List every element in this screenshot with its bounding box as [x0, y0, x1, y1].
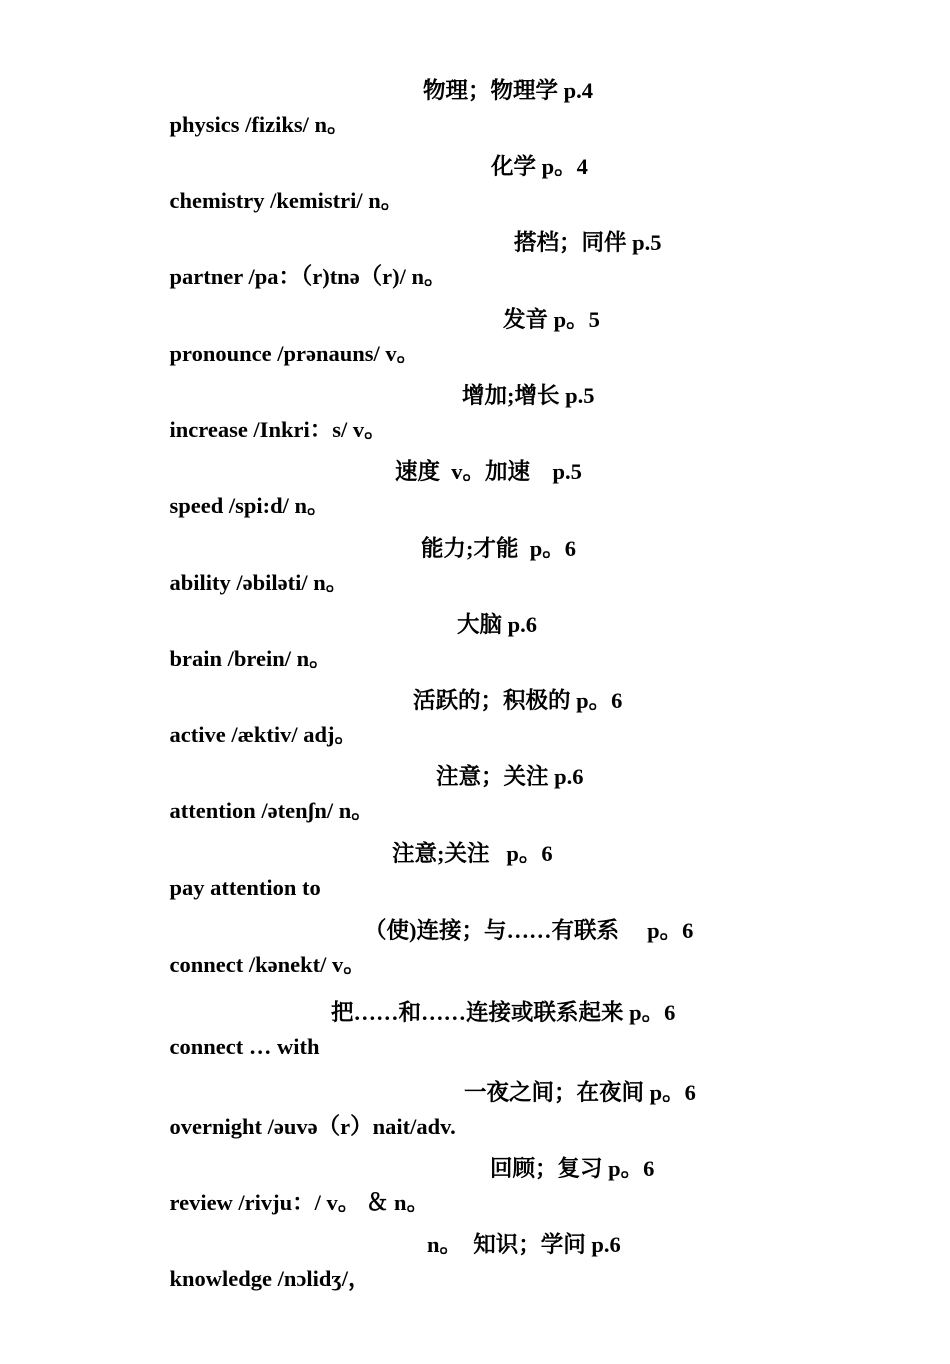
vocab-meaning: 回顾；复习 p。6 — [490, 1156, 655, 1181]
vocab-term: brain /brein/ n。 — [169, 646, 332, 671]
vocab-entry-connect — [147, 914, 694, 977]
vocab-term: review /rivju：/ v。 ＆ n。 — [169, 1190, 430, 1215]
vocab-meaning: 发音 p。5 — [503, 307, 600, 332]
vocab-entry-knowledge — [147, 1228, 621, 1291]
vocab-entry-physics — [147, 74, 594, 137]
vocab-entry-pay-attention-to — [147, 837, 553, 900]
vocab-term: active /æktiv/ adj。 — [169, 722, 357, 747]
vocab-entry-chemistry — [147, 150, 588, 213]
vocab-term: pronounce /prənauns/ v。 — [169, 341, 420, 366]
vocab-entry-pronounce — [147, 303, 600, 366]
vocab-term: overnight /əuvə（r）nait/adv. — [169, 1114, 456, 1139]
vocab-entry-review — [147, 1152, 655, 1215]
vocab-meaning: （使)连接；与……有联系 p。6 — [364, 918, 694, 943]
vocab-entry-increase — [147, 379, 595, 442]
vocab-term: knowledge /nɔlidʒ/， — [169, 1266, 371, 1291]
vocab-term: speed /spi:d/ n。 — [169, 493, 330, 518]
vocab-entry-speed — [147, 455, 582, 518]
vocab-meaning: 化学 p。4 — [491, 154, 588, 179]
vocab-term: chemistry /kemistri/ n。 — [169, 188, 404, 213]
vocab-meaning: 能力;才能 p。6 — [421, 536, 577, 561]
vocab-meaning: 大脑 p.6 — [457, 612, 538, 637]
vocab-meaning: 速度 v。加速 p.5 — [395, 459, 582, 484]
vocab-term: connect … with — [169, 1034, 320, 1059]
vocab-term: ability /əbiləti/ n。 — [169, 570, 349, 595]
vocab-meaning: 注意;关注 p。6 — [392, 841, 553, 866]
vocab-term: increase /Inkri：s/ v。 — [169, 417, 387, 442]
vocab-meaning: 把……和……连接或联系起来 p。6 — [331, 1000, 676, 1025]
vocab-term: partner /pa：（r)tnə（r)/ n。 — [169, 264, 447, 289]
vocab-entry-partner — [147, 226, 662, 289]
vocab-meaning: 物理；物理学 p.4 — [423, 78, 594, 103]
vocab-entry-active — [147, 684, 623, 747]
vocab-term: physics /fiziks/ n。 — [169, 112, 350, 137]
vocab-term: pay attention to — [169, 875, 321, 900]
vocab-meaning: 搭档；同伴 p.5 — [514, 230, 662, 255]
vocab-entry-attention — [147, 760, 584, 823]
vocab-meaning: 注意；关注 p.6 — [436, 764, 584, 789]
vocab-meaning: 一夜之间；在夜间 p。6 — [464, 1080, 696, 1105]
vocab-meaning: 活跃的；积极的 p。6 — [413, 688, 623, 713]
vocab-entry-brain — [147, 608, 538, 671]
vocab-entry-ability — [147, 532, 577, 595]
vocab-meaning: n。 知识；学问 p.6 — [427, 1232, 621, 1257]
vocab-term: attention /ətenʃn/ n。 — [169, 798, 374, 823]
vocab-entry-connect-with — [147, 996, 676, 1059]
vocab-entry-overnight — [147, 1076, 696, 1139]
vocab-meaning: 增加;增长 p.5 — [462, 383, 595, 408]
vocab-term: connect /kənekt/ v。 — [169, 952, 366, 977]
